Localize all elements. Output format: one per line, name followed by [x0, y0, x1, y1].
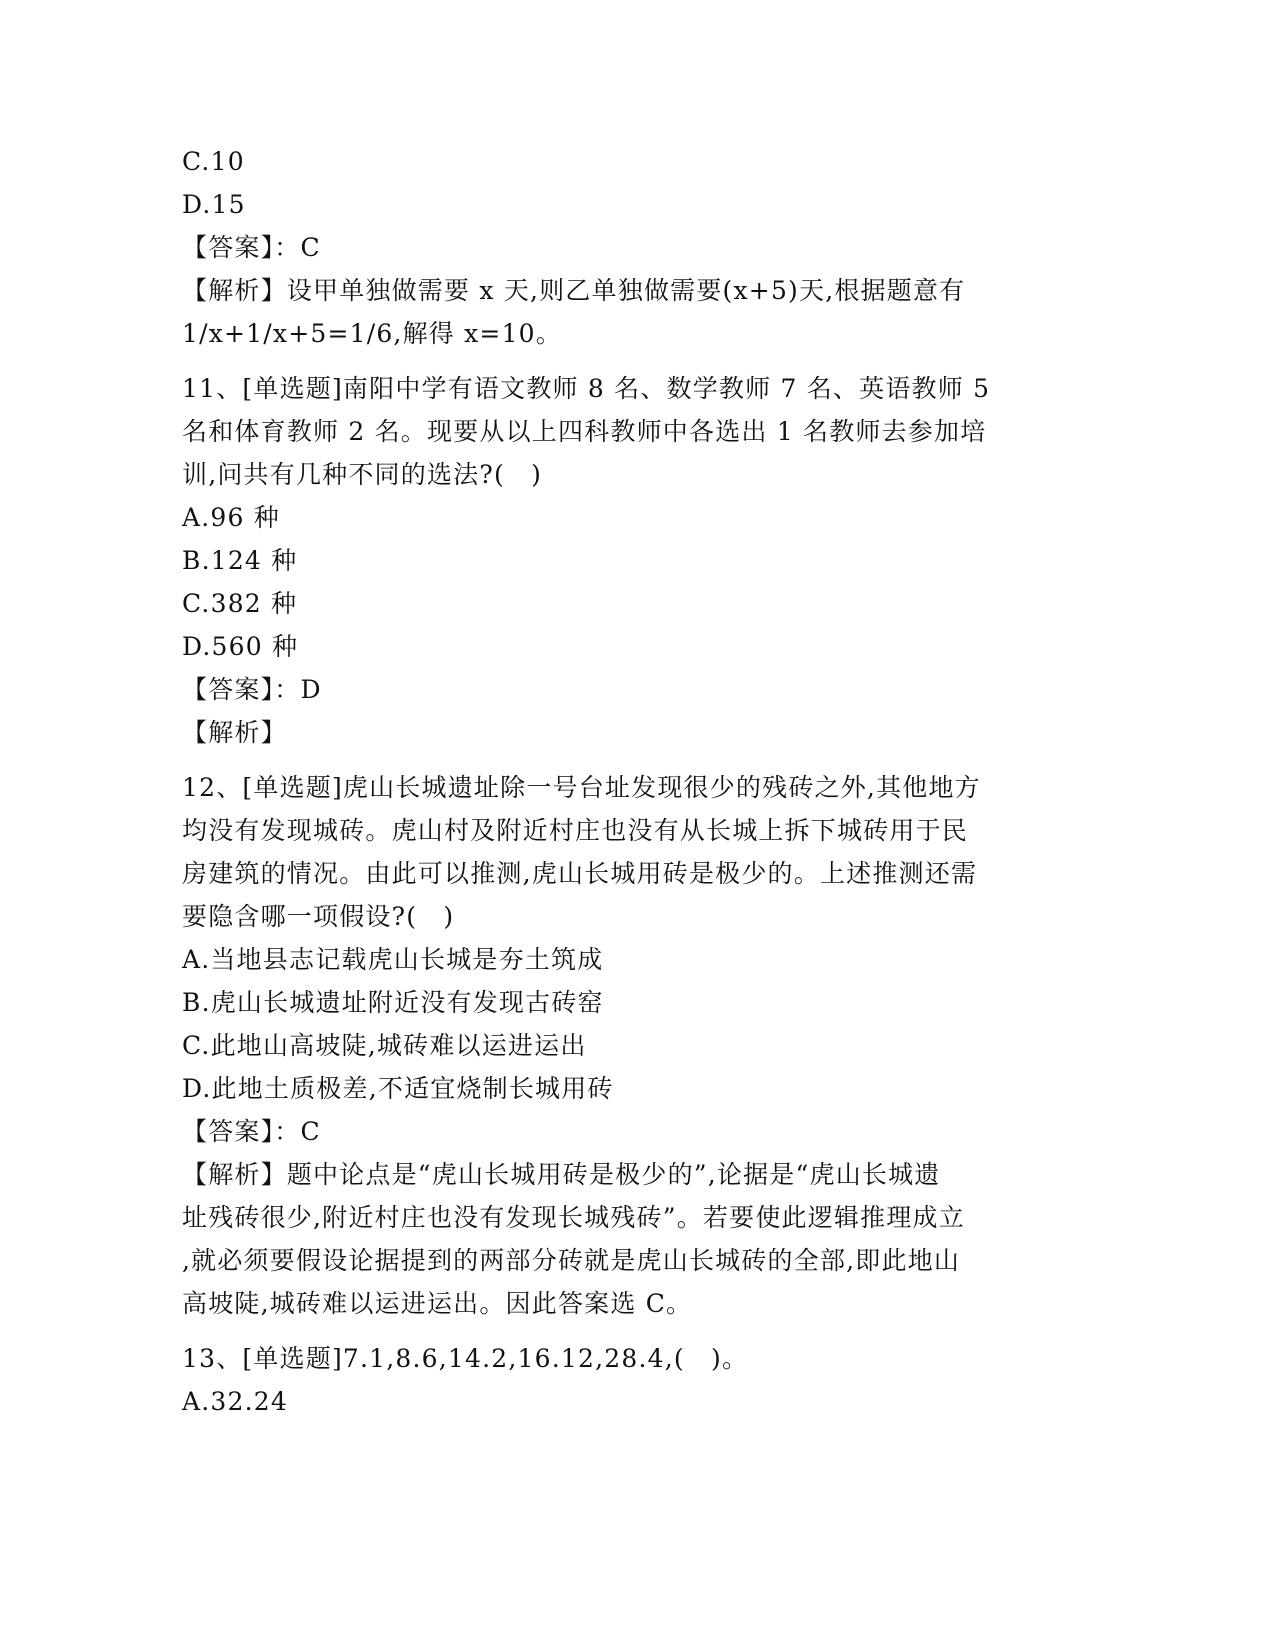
- question-stem-line: 均没有发现城砖。虎山村及附近村庄也没有从长城上拆下城砖用于民: [182, 816, 969, 845]
- prev-question-block: [182, 140, 1082, 355]
- question-13-block: [182, 1337, 1082, 1423]
- question-stem-line: 12、[单选题]虎山长城遗址除一号台址发现很少的残砖之外,其他地方: [182, 773, 981, 802]
- question-stem-line: 训,问共有几种不同的选法?( ): [182, 460, 543, 489]
- answer-line: 【答案】：C: [182, 1117, 321, 1146]
- answer-line: 【答案】：D: [182, 675, 322, 704]
- analysis-line: 高坡陡,城砖难以运进运出。因此答案选 C。: [182, 1289, 693, 1318]
- question-12-block: [182, 766, 1082, 1325]
- option-d: D.560 种: [182, 632, 299, 661]
- option-c: C.10: [182, 147, 245, 176]
- option-a: A.32.24: [182, 1387, 288, 1416]
- analysis-line: 址残砖很少,附近村庄也没有发现长城残砖”。若要使此逻辑推理成立: [182, 1203, 965, 1232]
- analysis-line: 1/x+1/x+5=1/6,解得 x=10。: [182, 319, 562, 348]
- analysis-line: 【解析】题中论点是“虎山长城用砖是极少的”,论据是“虎山长城遗: [182, 1160, 941, 1189]
- option-b: B.虎山长城遗址附近没有发现古砖窑: [182, 988, 604, 1017]
- option-d: D.15: [182, 190, 246, 219]
- option-a: A.当地县志记载虎山长城是夯土筑成: [182, 945, 604, 974]
- analysis-line: ,就必须要假设论据提到的两部分砖就是虎山长城砖的全部,即此地山: [182, 1246, 961, 1275]
- option-d: D.此地土质极差,不适宜烧制长城用砖: [182, 1074, 614, 1103]
- analysis-line: 【解析】: [182, 718, 287, 747]
- question-11-block: [182, 367, 1082, 754]
- question-stem-line: 13、[单选题]7.1,8.6,14.2,16.12,28.4,( )。: [182, 1344, 749, 1373]
- option-a: A.96 种: [182, 503, 280, 532]
- option-c: C.此地山高坡陡,城砖难以运进运出: [182, 1031, 587, 1060]
- answer-line: 【答案】：C: [182, 233, 321, 262]
- analysis-line: 【解析】设甲单独做需要 x 天,则乙单独做需要(x+5)天,根据题意有: [182, 276, 966, 305]
- question-stem-line: 11、[单选题]南阳中学有语文教师 8 名、数学教师 7 名、英语教师 5: [182, 374, 991, 403]
- question-stem-line: 要隐含哪一项假设?( ): [182, 902, 455, 931]
- document-page: [182, 140, 1082, 1423]
- question-stem-line: 房建筑的情况。由此可以推测,虎山长城用砖是极少的。上述推测还需: [182, 859, 978, 888]
- option-b: B.124 种: [182, 546, 298, 575]
- option-c: C.382 种: [182, 589, 298, 618]
- question-stem-line: 名和体育教师 2 名。现要从以上四科教师中各选出 1 名教师去参加培: [182, 417, 987, 446]
